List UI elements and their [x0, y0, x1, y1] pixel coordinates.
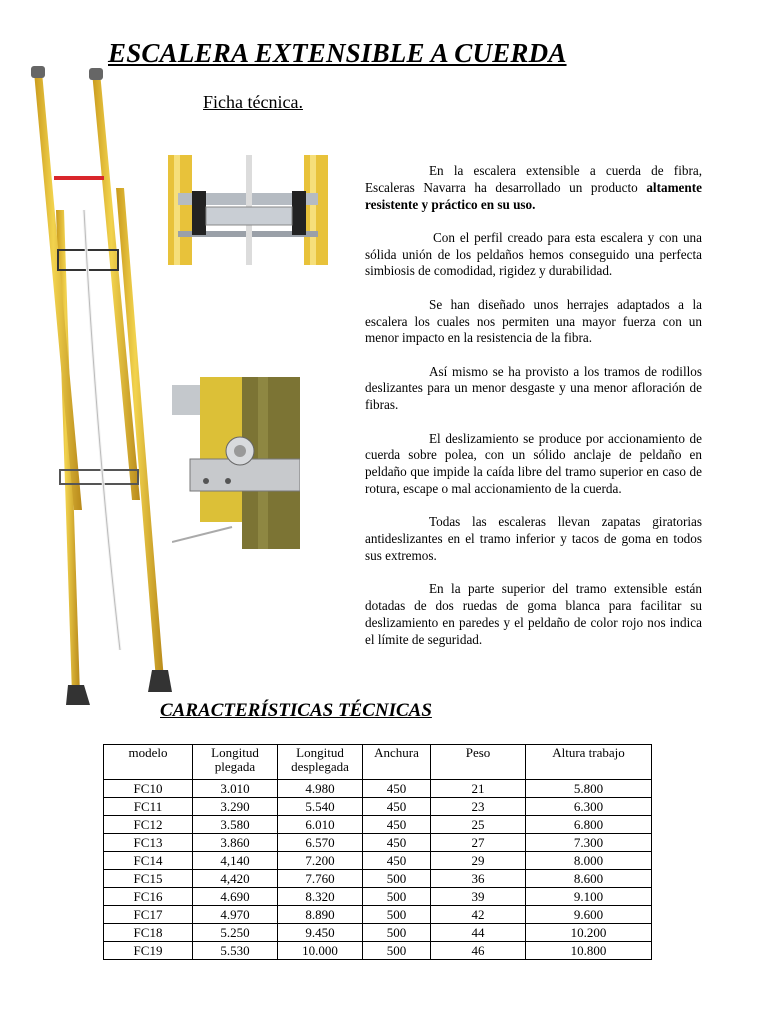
paragraph [365, 163, 702, 213]
table-row [104, 924, 652, 942]
table-cell: 29 [431, 852, 526, 870]
description-text [365, 163, 702, 665]
table-cell: 4.980 [278, 780, 363, 798]
table-cell: 4.970 [193, 906, 278, 924]
table-cell: 5.540 [278, 798, 363, 816]
paragraph-bold-text: altamente resistente y práctico en su uso. [365, 179, 702, 212]
paragraph: Todas las escaleras llevan zapatas giratorias antideslizantes en el tramo inferior y tacos de goma en todos sus extremos. [365, 514, 702, 563]
table-cell: 42 [431, 906, 526, 924]
table-cell: 9.600 [526, 906, 652, 924]
table-cell: 4,140 [193, 852, 278, 870]
table-cell: 8.890 [278, 906, 363, 924]
table-cell: 7.760 [278, 870, 363, 888]
table-cell: 5.250 [193, 924, 278, 942]
table-cell: FC15 [104, 870, 193, 888]
table-header-row [104, 745, 652, 780]
table-cell: 44 [431, 924, 526, 942]
table-cell: 39 [431, 888, 526, 906]
table-cell: 10.800 [526, 942, 652, 960]
table-row [104, 870, 652, 888]
table-cell: 450 [363, 798, 431, 816]
table-cell: FC11 [104, 798, 193, 816]
table-cell: 6.010 [278, 816, 363, 834]
table-cell: FC14 [104, 852, 193, 870]
table-cell: 46 [431, 942, 526, 960]
table-cell: 6.300 [526, 798, 652, 816]
table-row [104, 816, 652, 834]
table-cell: 6.570 [278, 834, 363, 852]
table-row [104, 798, 652, 816]
paragraph: Con el perfil creado para esta escalera y con una sólida unión de los peldaños hemos conseguido una perfecta simbiosis de comodidad, rigidez y durabilidad. [365, 229, 702, 279]
table-cell: FC19 [104, 942, 193, 960]
table-cell: FC10 [104, 780, 193, 798]
paragraph: En la parte superior del tramo extensible están dotadas de dos ruedas de goma blanca para facilitar su deslizamiento en paredes y el peldaño de color rojo nos indica el límite de seguridad. [365, 581, 702, 647]
table-cell: 7.200 [278, 852, 363, 870]
table-body [104, 780, 652, 960]
table-cell: 23 [431, 798, 526, 816]
table-cell: 450 [363, 834, 431, 852]
table-cell: 10.200 [526, 924, 652, 942]
table-cell: 10.000 [278, 942, 363, 960]
column-header: modelo [104, 745, 193, 780]
column-header: Anchura [363, 745, 431, 780]
table-cell: 36 [431, 870, 526, 888]
document-title: ESCALERA EXTENSIBLE A CUERDA [108, 38, 567, 68]
section-title: CARACTERÍSTICAS TÉCNICAS [160, 700, 432, 721]
table-cell: 4.690 [193, 888, 278, 906]
table-row [104, 780, 652, 798]
table-cell: 9.450 [278, 924, 363, 942]
table-cell: 500 [363, 888, 431, 906]
table-cell: 8.000 [526, 852, 652, 870]
table-cell: 27 [431, 834, 526, 852]
paragraph: Así mismo se ha provisto a los tramos de rodillos deslizantes para un menor desgaste y una menor afloración de fibras. [365, 363, 702, 413]
table-cell: 500 [363, 942, 431, 960]
table-row [104, 834, 652, 852]
table-cell: 9.100 [526, 888, 652, 906]
table-cell: 3.290 [193, 798, 278, 816]
paragraph-text: En la escalera extensible a cuerda de fibra, Escaleras Navarra ha desarrollado un producto [365, 163, 702, 195]
table-cell: 7.300 [526, 834, 652, 852]
table-cell: 5.530 [193, 942, 278, 960]
table-row [104, 942, 652, 960]
table-cell: 3.860 [193, 834, 278, 852]
table-cell: 500 [363, 906, 431, 924]
table-cell: FC18 [104, 924, 193, 942]
column-header: Altura trabajo [526, 745, 652, 780]
table-cell: 450 [363, 816, 431, 834]
table-cell: 4,420 [193, 870, 278, 888]
table-cell: 3.580 [193, 816, 278, 834]
table-cell: 450 [363, 852, 431, 870]
table-row [104, 888, 652, 906]
table-cell: 5.800 [526, 780, 652, 798]
extension-ladder-photo [22, 60, 182, 710]
document-subtitle: Ficha técnica. [203, 92, 303, 112]
table-cell: 21 [431, 780, 526, 798]
table-cell: FC12 [104, 816, 193, 834]
table-cell: 25 [431, 816, 526, 834]
table-cell: FC16 [104, 888, 193, 906]
table-cell: 3.010 [193, 780, 278, 798]
paragraph: Se han diseñado unos herrajes adaptados a la escalera los cuales nos permiten una mayor fuerza con un menor impacto en la resistencia de la fibra. [365, 296, 702, 346]
column-header: Peso [431, 745, 526, 780]
rung-bracket-photo [168, 155, 328, 265]
table-cell: 8.320 [278, 888, 363, 906]
table-cell: FC17 [104, 906, 193, 924]
table-cell: 6.800 [526, 816, 652, 834]
table-cell: FC13 [104, 834, 193, 852]
paragraph: El deslizamiento se produce por accionamiento de cuerda sobre polea, con un sólido anclaje de peldaño en peldaño que impide la caída libre del tramo superior en caso de rotura, escape o mal accionamiento de la cuerda. [365, 430, 702, 496]
column-header: Longitud plegada [193, 745, 278, 780]
table-cell: 500 [363, 924, 431, 942]
column-header: Longitud desplegada [278, 745, 363, 780]
table-cell: 450 [363, 780, 431, 798]
table-cell: 500 [363, 870, 431, 888]
table-row [104, 906, 652, 924]
specs-table [103, 744, 652, 960]
table-row [104, 852, 652, 870]
roller-bracket-photo [172, 377, 300, 549]
table-cell: 8.600 [526, 870, 652, 888]
